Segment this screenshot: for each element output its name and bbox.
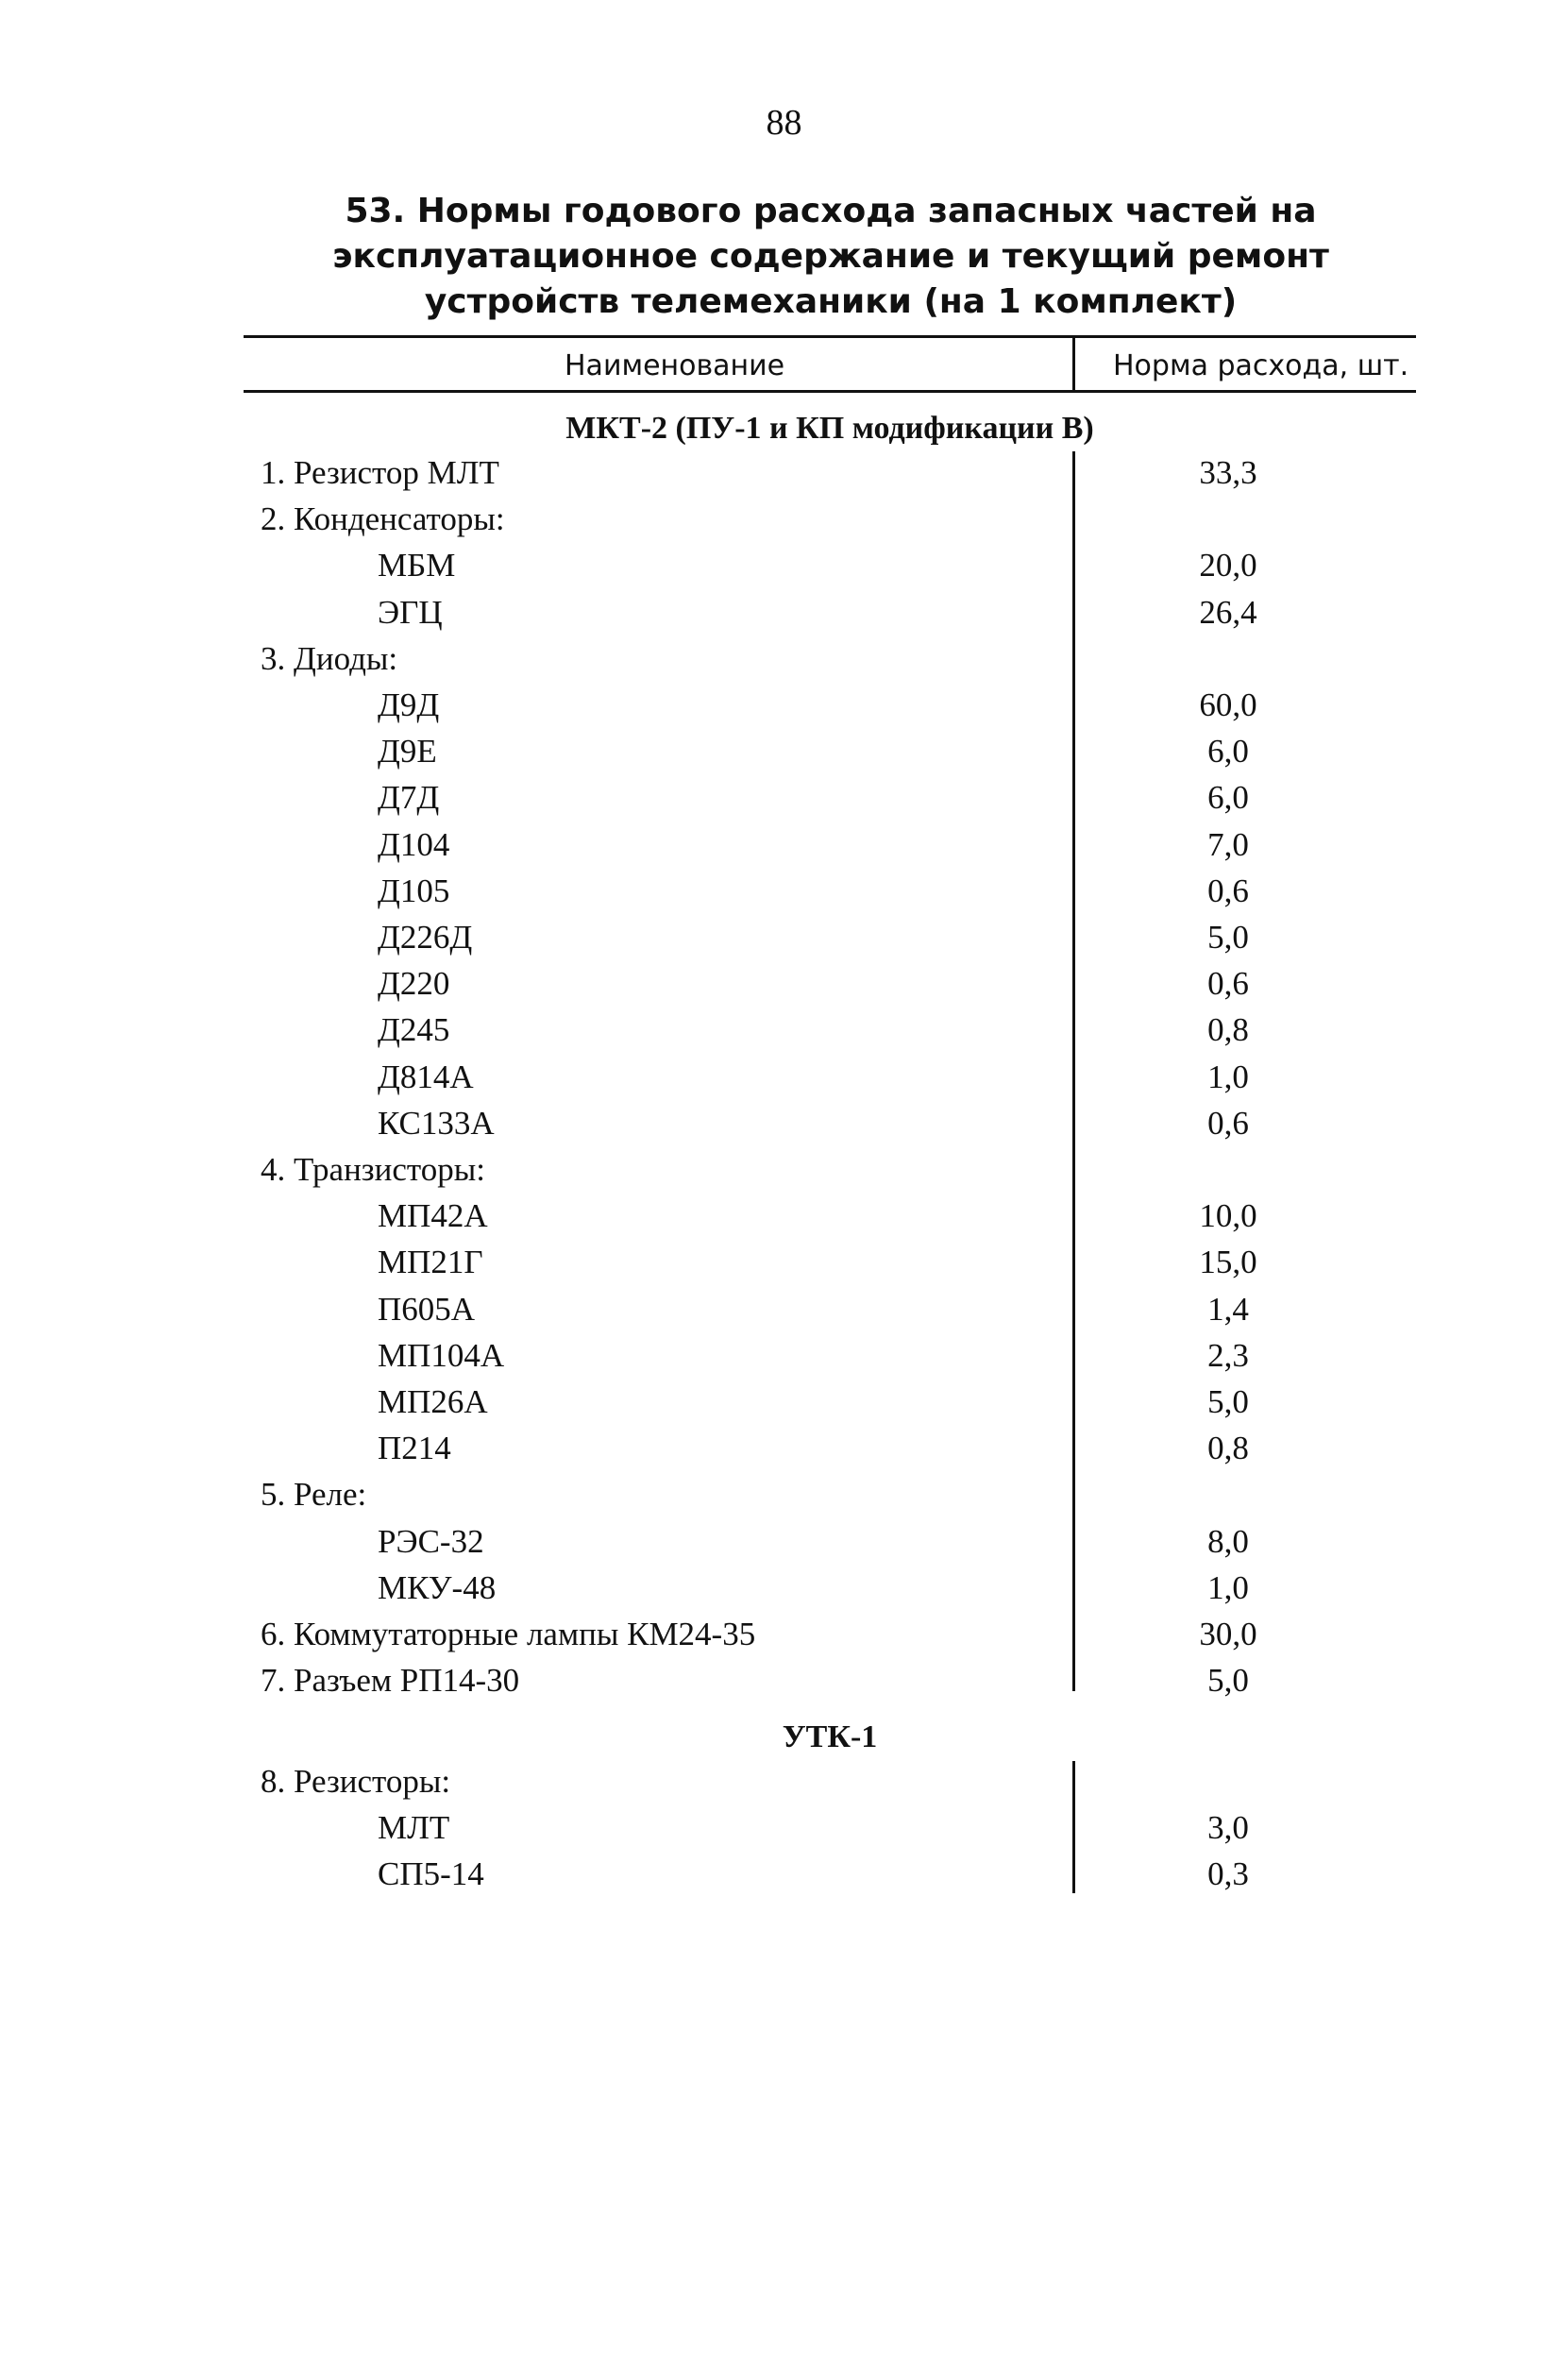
row-item-name: Д814А — [378, 1058, 474, 1095]
table-row — [0, 682, 1568, 728]
row-norm-value: 1,0 — [1207, 1568, 1249, 1606]
row-norm-value: 20,0 — [1199, 547, 1257, 584]
row-item-name: МКУ-48 — [378, 1568, 497, 1606]
row-item-name: Д245 — [378, 1011, 450, 1049]
row-norm-value: 0,8 — [1207, 1430, 1249, 1467]
header-column-divider — [1072, 337, 1075, 390]
table-row — [0, 1100, 1568, 1146]
table-title — [312, 189, 1350, 325]
page-number: 88 — [766, 103, 802, 143]
row-item-name: ЭГЦ — [378, 593, 443, 631]
row-norm-value: 0,6 — [1207, 872, 1249, 909]
row-group-name: 4. Транзисторы: — [261, 1151, 485, 1188]
table-row — [0, 1518, 1568, 1565]
table-row — [0, 1657, 1568, 1703]
row-norm-value: 0,6 — [1207, 965, 1249, 1003]
row-item-name: МЛТ — [378, 1809, 450, 1847]
header-name: Наименование — [565, 349, 785, 382]
row-norm-value: 0,8 — [1207, 1011, 1249, 1049]
table-row — [0, 1146, 1568, 1193]
row-norm-value: 2,3 — [1207, 1336, 1249, 1374]
row-norm-value: 15,0 — [1199, 1244, 1257, 1281]
row-norm-value: 1,4 — [1207, 1290, 1249, 1328]
table-row — [0, 1054, 1568, 1100]
row-item-name: Д105 — [378, 872, 450, 909]
row-norm-value: 5,0 — [1207, 1383, 1249, 1420]
table-top-rule — [244, 335, 1416, 338]
title-line-3: устройств телемеханики (на 1 комплект) — [424, 282, 1238, 321]
table-row — [0, 1758, 1568, 1804]
row-group-name: 6. Коммутаторные лампы КМ24-35 — [261, 1616, 756, 1652]
table-row — [0, 542, 1568, 588]
row-group-name: 2. Конденсаторы: — [261, 500, 505, 538]
row-norm-value: 10,0 — [1199, 1197, 1257, 1235]
table-row — [0, 1286, 1568, 1332]
title-line-1: 53. Нормы годового расхода запасных частей на — [345, 192, 1317, 230]
row-group-name: 5. Реле: — [261, 1476, 367, 1514]
row-norm-value: 6,0 — [1207, 733, 1249, 771]
table-row — [0, 914, 1568, 960]
row-item-name: Д226Д — [378, 919, 473, 956]
row-group-name: 1. Резистор МЛТ — [261, 454, 499, 491]
row-norm-value: 6,0 — [1207, 779, 1249, 817]
table-row — [0, 449, 1568, 496]
row-item-name: П605А — [378, 1290, 476, 1328]
table-row — [0, 1239, 1568, 1285]
table-row — [0, 1193, 1568, 1239]
table-row — [0, 589, 1568, 635]
table-row — [0, 1471, 1568, 1517]
header-norm: Норма расхода, шт. — [1113, 349, 1409, 382]
row-norm-value: 30,0 — [1199, 1616, 1257, 1652]
row-norm-value: 5,0 — [1207, 1662, 1249, 1700]
row-item-name: Д9Е — [378, 733, 437, 771]
row-norm-value: 33,3 — [1199, 454, 1257, 491]
row-item-name: Д104 — [378, 825, 450, 863]
table-row — [0, 1804, 1568, 1851]
section-title-utk1: УТК-1 — [782, 1719, 878, 1754]
row-group-name: 8. Резисторы: — [261, 1763, 451, 1800]
table-row — [0, 1611, 1568, 1657]
row-group-name: 3. Диоды: — [261, 639, 398, 677]
table-row — [0, 1007, 1568, 1053]
row-item-name: РЭС-32 — [378, 1522, 484, 1560]
row-norm-value: 60,0 — [1199, 686, 1257, 723]
row-norm-value: 8,0 — [1207, 1522, 1249, 1560]
table-row — [0, 1565, 1568, 1611]
title-line-2: эксплуатационное содержание и текущий ремонт — [332, 237, 1329, 276]
table-row — [0, 1425, 1568, 1471]
row-item-name: П214 — [378, 1430, 451, 1467]
row-item-name: Д9Д — [378, 686, 440, 723]
row-item-name: МП21Г — [378, 1244, 483, 1281]
section-title-mkt2: МКТ-2 (ПУ-1 и КП модификации В) — [565, 411, 1094, 446]
table-row — [0, 1332, 1568, 1379]
row-item-name: Д7Д — [378, 779, 440, 817]
row-norm-value: 0,3 — [1207, 1855, 1249, 1893]
table-row — [0, 635, 1568, 682]
row-item-name: Д220 — [378, 965, 450, 1003]
row-group-name: 7. Разъем РП14-30 — [261, 1662, 520, 1700]
row-norm-value: 7,0 — [1207, 825, 1249, 863]
row-norm-value: 1,0 — [1207, 1058, 1249, 1095]
row-item-name: КС133А — [378, 1104, 495, 1142]
row-item-name: СП5-14 — [378, 1855, 484, 1893]
table-row — [0, 1851, 1568, 1897]
row-item-name: МП42А — [378, 1197, 488, 1235]
table-row — [0, 496, 1568, 542]
row-norm-value: 0,6 — [1207, 1104, 1249, 1142]
table-row — [0, 868, 1568, 914]
table-row — [0, 821, 1568, 868]
row-item-name: МП26А — [378, 1383, 488, 1420]
table-row — [0, 728, 1568, 774]
table-row — [0, 1379, 1568, 1425]
row-norm-value: 5,0 — [1207, 919, 1249, 956]
header-bottom-rule — [244, 390, 1416, 393]
row-item-name: МБМ — [378, 547, 456, 584]
table-row — [0, 960, 1568, 1007]
row-item-name: МП104А — [378, 1336, 505, 1374]
row-norm-value: 26,4 — [1199, 593, 1257, 631]
table-row — [0, 774, 1568, 821]
row-norm-value: 3,0 — [1207, 1809, 1249, 1847]
